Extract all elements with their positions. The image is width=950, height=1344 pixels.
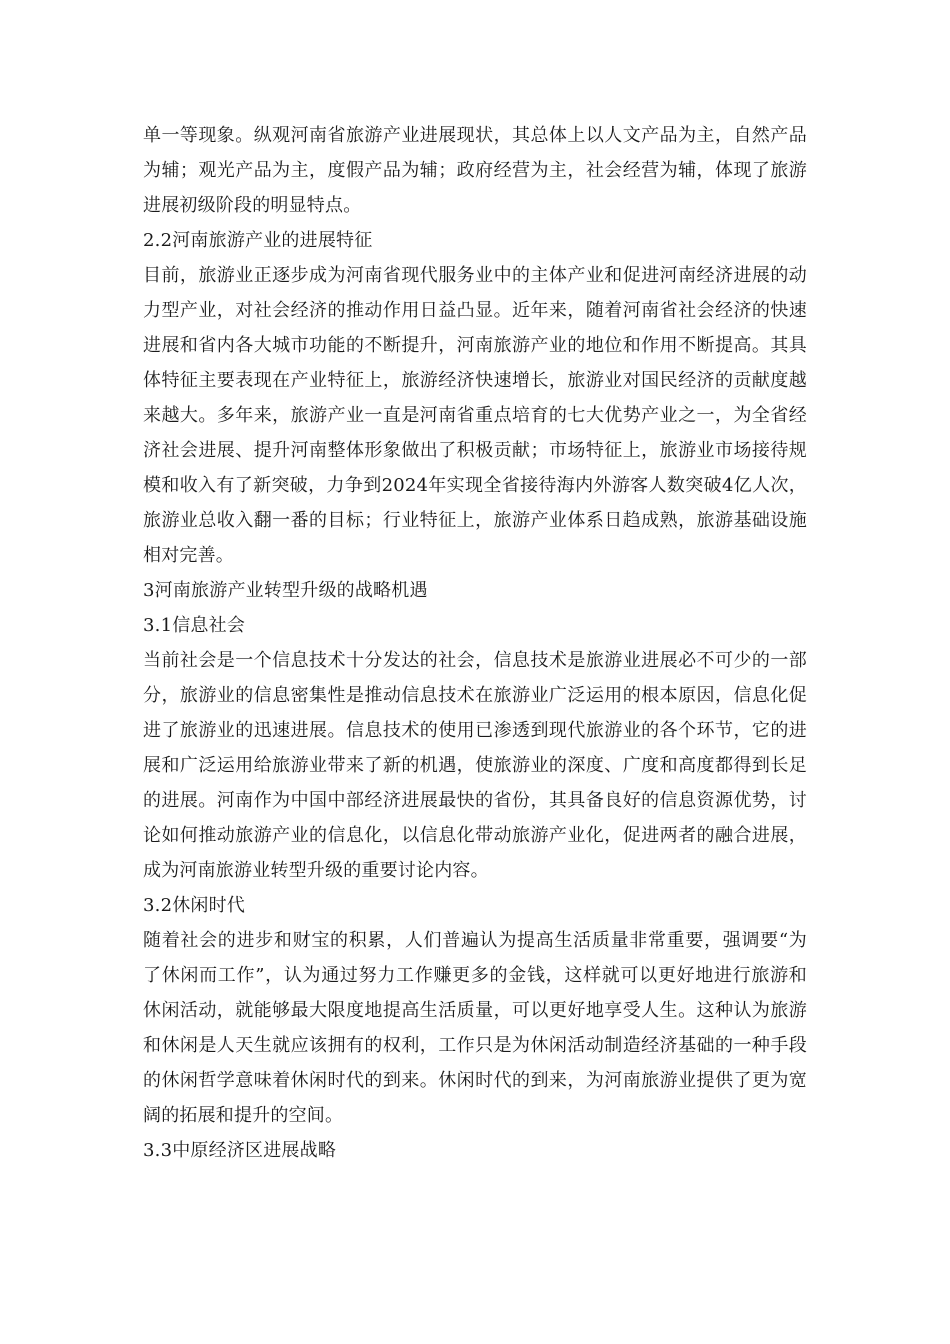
heading-3-1: 3.1信息社会 xyxy=(143,615,246,636)
paragraph-information-society: 当前社会是一个信息技术十分发达的社会，信息技术是旅游业进展必不可少的一部分，旅游业的信息密集性是推动信息技术在旅游业广泛运用的根本原因，信息化促进了旅游业的迅速进展。信息技术的使用已渗透到现代旅游业的各个环节，它的进展和广泛运用给旅游业带来了新的机遇，使旅游业的深度、广度和高度都得到长足的进展。河南作为中国中部经济进展最快的省份，其具备良好的信息资源优势，讨论如何推动旅游产业的信息化，以信息化带动旅游产业化，促进两者的融合进展，成为河南旅游业转型升级的重要讨论内容。 xyxy=(143,650,807,881)
heading-2-2: 2.2河南旅游产业的进展特征 xyxy=(143,230,373,251)
heading-3: 3河南旅游产业转型升级的战略机遇 xyxy=(143,580,428,601)
document-body xyxy=(143,118,807,1168)
paragraph-tourism-features: 目前，旅游业正逐步成为河南省现代服务业中的主体产业和促进河南经济进展的动力型产业，对社会经济的推动作用日益凸显。近年来，随着河南省社会经济的快速进展和省内各大城市功能的不断提升，河南旅游产业的地位和作用不断提高。其具体特征主要表现在产业特征上，旅游经济快速增长，旅游业对国民经济的贡献度越来越大。多年来，旅游产业一直是河南省重点培育的七大优势产业之一，为全省经济社会进展、提升河南整体形象做出了积极贡献；市场特征上，旅游业市场接待规模和收入有了新突破，力争到2024年实现全省接待海内外游客人数突破4亿人次，旅游业总收入翻一番的目标；行业特征上，旅游产业体系日趋成熟，旅游基础设施相对完善。 xyxy=(143,265,807,566)
heading-3-2: 3.2休闲时代 xyxy=(143,895,246,916)
paragraph-tourism-status: 单一等现象。纵观河南省旅游产业进展现状，其总体上以人文产品为主，自然产品为辅；观光产品为主，度假产品为辅；政府经营为主，社会经营为辅，体现了旅游进展初级阶段的明显特点。 xyxy=(143,125,807,216)
heading-3-3: 3.3中原经济区进展战略 xyxy=(143,1140,337,1161)
paragraph-leisure-era: 随着社会的进步和财宝的积累，人们普遍认为提高生活质量非常重要，强调要“为了休闲而工作”，认为通过努力工作赚更多的金钱，这样就可以更好地进行旅游和休闲活动，就能够最大限度地提高生活质量，可以更好地享受人生。这种认为旅游和休闲是人天生就应该拥有的权利，工作只是为休闲活动制造经济基础的一种手段的休闲哲学意味着休闲时代的到来。休闲时代的到来，为河南旅游业提供了更为宽阔的拓展和提升的空间。 xyxy=(143,930,807,1126)
